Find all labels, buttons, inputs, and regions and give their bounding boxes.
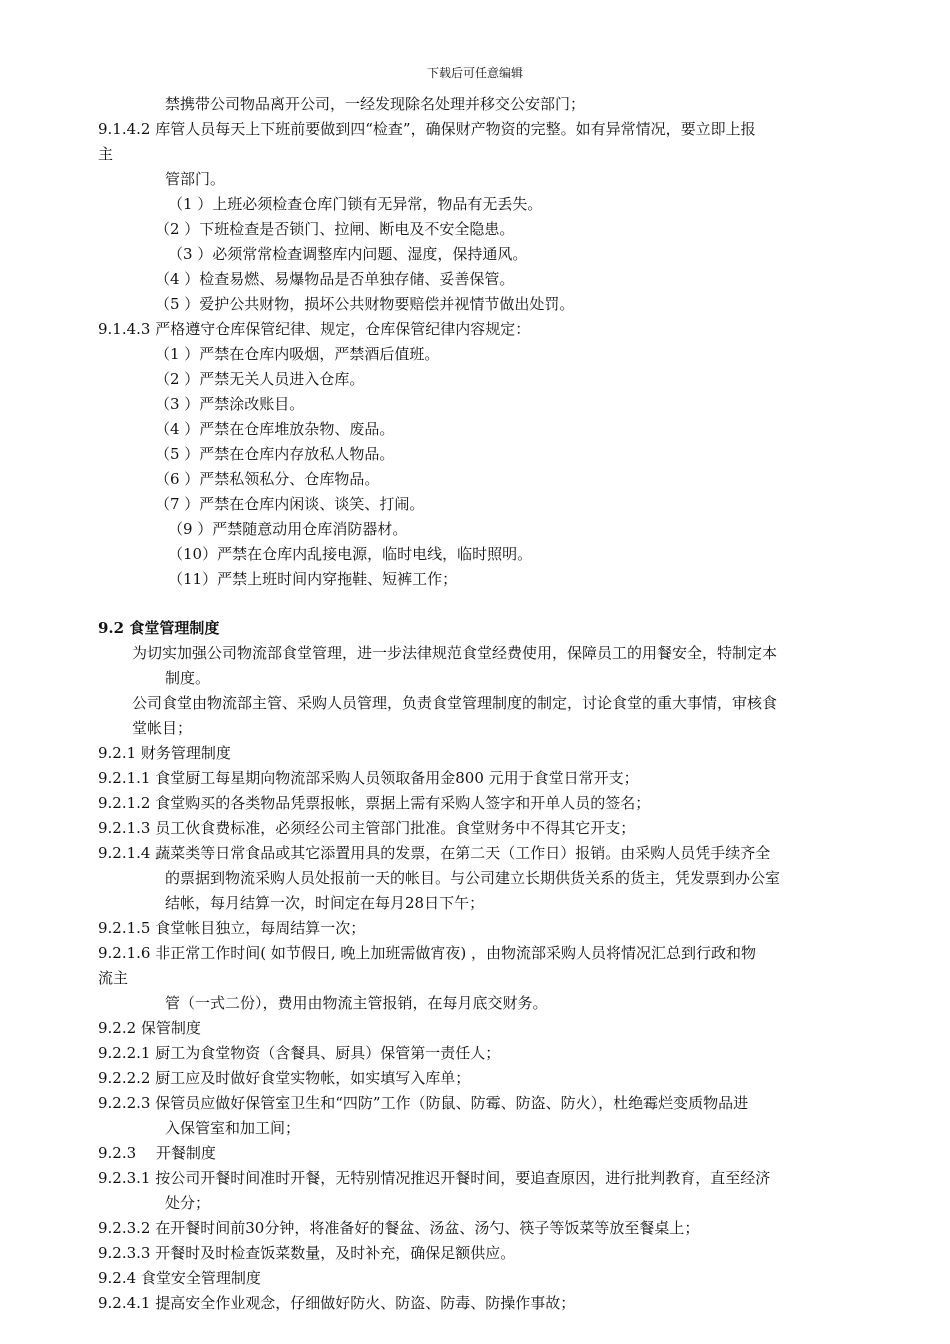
text-line: 管（一式二份），费用由物流主管报销，在每月底交财务。 <box>165 994 548 1012</box>
list-item: （4 ）检查易燃、易爆物品是否单独存储、妥善保管。 <box>155 270 515 288</box>
paragraph-line: 为切实加强公司物流部食堂管理，进一步法律规范食堂经费使用，保障员工的用餐安全，特制定本 <box>132 644 778 662</box>
text-line: 禁携带公司物品离开公司，一经发现除名处理并移交公安部门； <box>165 95 586 113</box>
text-line: 管部门。 <box>165 170 226 188</box>
page-header: 下载后可任意编辑 <box>426 66 523 80</box>
text-line: 9.1.4.2 库管人员每天上下班前要做到四“检查”，确保财产物资的完整。如有异常情况，要立即上报 <box>98 120 756 138</box>
list-item: （6 ）严禁私领私分、仓库物品。 <box>155 470 380 488</box>
text-line: 9.2.1.2 食堂购买的各类物品凭票报帐，票据上需有采购人签字和开单人员的签名； <box>98 794 651 812</box>
list-item: （3 ）必须常常检查调整库内问题、湿度，保持通风。 <box>168 245 528 263</box>
text-line: 处分； <box>165 1194 211 1212</box>
paragraph-line: 公司食堂由物流部主管、采购人员管理，负责食堂管理制度的制定，讨论食堂的重大事情，审核食 <box>132 694 778 712</box>
list-item: （11）严禁上班时间内穿拖鞋、短裤工作； <box>168 570 458 588</box>
text-line: 9.2.3.3 开餐时及时检查饭菜数量，及时补充，确保足额供应。 <box>98 1244 516 1262</box>
text-line: 9.2.1.3 员工伙食费标准，必须经公司主管部门批准。食堂财务中不得其它开支； <box>98 819 636 837</box>
paragraph-line: 制度。 <box>165 669 211 687</box>
subsection-heading: 9.2.2 保管制度 <box>98 1019 201 1037</box>
list-item: （4 ）严禁在仓库堆放杂物、废品。 <box>155 420 395 438</box>
text-line: 9.2.1.4 蔬菜类等日常食品或其它添置用具的发票，在第二天（工作日）报销。由采购人员凭手续齐全 <box>98 844 771 862</box>
text-line: 9.2.3.1 按公司开餐时间准时开餐，无特别情况推迟开餐时间，要追查原因，进行批判教育，直至经济 <box>98 1169 771 1187</box>
text-line: 9.2.1.1 食堂厨工每星期向物流部采购人员领取备用金800 元用于食堂日常开支； <box>98 769 639 787</box>
text-line: 结帐，每月结算一次，时间定在每月28日下午； <box>165 894 485 912</box>
list-item: （5 ）严禁在仓库内存放私人物品。 <box>155 445 395 463</box>
list-item: （5 ）爱护公共财物，损坏公共财物要赔偿并视情节做出处罚。 <box>155 295 575 313</box>
text-line: 主 <box>98 145 114 163</box>
text-line: 的票据到物流采购人员处报前一天的帐目。与公司建立长期供货关系的货主，凭发票到办公室 <box>165 869 781 887</box>
text-line: 9.1.4.3 严格遵守仓库保管纪律、规定，仓库保管纪律内容规定： <box>98 320 531 338</box>
list-item: （1 ）上班必须检查仓库门锁有无异常，物品有无丢失。 <box>168 195 543 213</box>
paragraph-line: 堂帐目； <box>132 719 193 737</box>
list-item: （2 ）下班检查是否锁门、拉闸、断电及不安全隐患。 <box>155 220 515 238</box>
text-line: 9.2.2.1 厨工为食堂物资（含餐具、厨具）保管第一责任人； <box>98 1044 501 1062</box>
list-item: （1 ）严禁在仓库内吸烟，严禁酒后值班。 <box>155 345 440 363</box>
list-item: （10）严禁在仓库内乱接电源，临时电线，临时照明。 <box>168 545 533 563</box>
text-line: 9.2.4.1 提高安全作业观念，仔细做好防火、防盗、防毒、防操作事故； <box>98 1294 576 1312</box>
list-item: （3 ）严禁涂改账目。 <box>155 395 305 413</box>
section-heading: 9.2 食堂管理制度 <box>98 619 220 637</box>
subsection-heading: 9.2.4 食堂安全管理制度 <box>98 1269 261 1287</box>
text-line: 9.2.2.2 厨工应及时做好食堂实物帐，如实填写入库单； <box>98 1069 471 1087</box>
list-item: （7 ）严禁在仓库内闲谈、谈笑、打闹。 <box>155 495 425 513</box>
text-line: 9.2.2.3 保管员应做好保管室卫生和“四防”工作（防鼠、防霉、防盗、防火），杜绝霉烂变质物品进 <box>98 1094 749 1112</box>
text-line: 9.2.3.2 在开餐时间前30分钟，将准备好的餐盆、汤盆、汤勺、筷子等饭菜等放至餐桌上； <box>98 1219 700 1237</box>
text-line: 9.2.1.6 非正常工作时间( 如节假日, 晚上加班需做宵夜) ，由物流部采购人员将情况汇总到行政和物 <box>98 944 757 962</box>
list-item: （9 ）严禁随意动用仓库消防器材。 <box>168 520 408 538</box>
text-line: 入保管室和加工间； <box>165 1119 301 1137</box>
list-item: （2 ）严禁无关人员进入仓库。 <box>155 370 365 388</box>
subsection-heading: 9.2.3 开餐制度 <box>98 1144 216 1162</box>
subsection-heading: 9.2.1 财务管理制度 <box>98 744 231 762</box>
text-line: 9.2.1.5 食堂帐目独立，每周结算一次； <box>98 919 366 937</box>
text-line: 流主 <box>98 969 129 987</box>
